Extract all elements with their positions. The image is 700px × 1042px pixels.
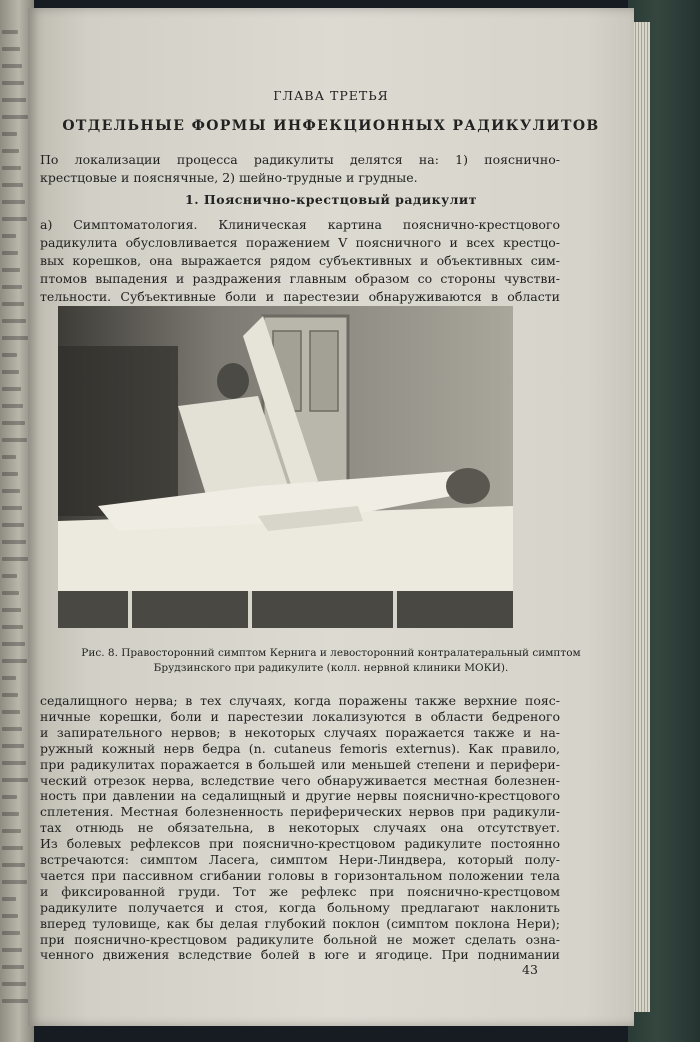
paragraph-b-line-15: вперед туловище, как бы делая глубокий поклон (симптом поклона Нери); bbox=[40, 915, 560, 931]
previous-page-text-mark bbox=[2, 642, 25, 646]
previous-page-text-mark bbox=[2, 948, 22, 952]
previous-page-text-mark bbox=[2, 251, 18, 255]
paragraph-b-line-13: и фиксированной груди. Тот же рефлекс при пояснично-крестцовом bbox=[40, 883, 560, 899]
previous-page-text-mark bbox=[2, 523, 24, 527]
previous-page-text-mark bbox=[2, 744, 24, 748]
previous-page-text-mark bbox=[2, 897, 16, 901]
previous-page-text-mark bbox=[2, 336, 28, 340]
paragraph-b-line-4: ружный кожный нерв бедра (n. cutaneus femoris externus). Как правило, bbox=[40, 740, 560, 756]
previous-page-text-mark bbox=[2, 489, 20, 493]
previous-page-text-mark bbox=[2, 47, 20, 51]
previous-page-text-mark bbox=[2, 370, 19, 374]
previous-page-text-mark bbox=[2, 608, 21, 612]
paragraph-a-line-1: а) Симптоматология. Клиническая картина пояснично-крестцового bbox=[40, 217, 560, 232]
previous-page-text-mark bbox=[2, 557, 28, 561]
previous-page-text-mark bbox=[2, 234, 16, 238]
previous-page-text-mark bbox=[2, 217, 27, 221]
page-number: 43 bbox=[522, 962, 538, 977]
previous-page-text-mark bbox=[2, 914, 18, 918]
paragraph-a-line-3: вых корешков, она выражается рядом субъективных и объективных сим- bbox=[40, 253, 560, 268]
paragraph-b-line-3: и запирательного нервов; в некоторых случаях поражается также и на- bbox=[40, 724, 560, 740]
paragraph-b-line-16: при пояснично-крестцовом радикулите больной не может сделать озна- bbox=[40, 931, 560, 947]
previous-page-text-mark bbox=[2, 268, 20, 272]
section-title: 1. Пояснично-крестцовый радикулит bbox=[185, 192, 477, 207]
previous-page-text-mark bbox=[2, 659, 27, 663]
paragraph-b-line-10: Из болевых рефлексов при пояснично-крестцовом радикулите постоянно bbox=[40, 836, 560, 852]
previous-page-text-mark bbox=[2, 64, 22, 68]
previous-page-text-mark bbox=[2, 829, 21, 833]
previous-page-text-mark bbox=[2, 438, 27, 442]
previous-page-text-mark bbox=[2, 846, 23, 850]
previous-page-text-mark bbox=[2, 200, 25, 204]
intro-line-1: По локализации процесса радикулиты делятся на: 1) пояснично- bbox=[40, 152, 560, 167]
previous-page-text-mark bbox=[2, 625, 23, 629]
paragraph-b-line-12: чается при пассивном сгибании головы в горизонтальном положении тела bbox=[40, 867, 560, 883]
paragraph-a-line-2: радикулита обусловливается поражением V поясничного и всех крестцо- bbox=[40, 235, 560, 250]
previous-page-text-mark bbox=[2, 353, 17, 357]
paragraph-a-line-4: птомов выпадения и раздражения главным образом со стороны чувстви- bbox=[40, 271, 560, 286]
previous-page-text-mark bbox=[2, 81, 24, 85]
previous-page-text-mark bbox=[2, 591, 19, 595]
previous-page-text-mark bbox=[2, 540, 26, 544]
chapter-heading: ГЛАВА ТРЕТЬЯ bbox=[273, 88, 389, 103]
paragraph-b-line-6: ческий отрезок нерва, вследствие чего обнаруживается местная болезнен- bbox=[40, 772, 560, 788]
previous-page-text-mark bbox=[2, 693, 18, 697]
figure-caption-line-2: Брудзинского при радикулите (колл. нервной клиники МОКИ). bbox=[153, 662, 509, 674]
paragraph-b-line-2: ничные корешки, боли и парестезии локализуются в области бедреного bbox=[40, 708, 560, 724]
intro-line-2: крестцовые и пояснячные, 2) шейно-трудные и грудные. bbox=[40, 170, 418, 185]
paragraph-b-line-9: тах отнюдь не обязательна, в некоторых случаях она отсутствует. bbox=[40, 820, 560, 836]
previous-page-text-mark bbox=[2, 455, 16, 459]
figure-caption-line-1: Рис. 8. Правосторонний симптом Кернига и левосторонний контралатеральный симптом bbox=[81, 647, 581, 659]
paragraph-b-line-1: седалищного нерва; в тех случаях, когда поражены также верхние пояс- bbox=[40, 693, 560, 708]
previous-page-text-mark bbox=[2, 965, 24, 969]
previous-page-text-mark bbox=[2, 778, 28, 782]
previous-page-text-mark bbox=[2, 115, 28, 119]
previous-page-text-mark bbox=[2, 30, 18, 34]
previous-page-text-mark bbox=[2, 404, 23, 408]
previous-page-text-mark bbox=[2, 863, 25, 867]
previous-page-text-mark bbox=[2, 132, 17, 136]
previous-page-text-mark bbox=[2, 506, 22, 510]
patient-examination-photo bbox=[58, 306, 513, 628]
figure-photo bbox=[58, 306, 513, 628]
figure-caption bbox=[28, 646, 634, 676]
previous-page-text-mark bbox=[2, 727, 22, 731]
previous-page-text-mark bbox=[2, 387, 21, 391]
previous-page-text-mark bbox=[2, 285, 22, 289]
previous-page-text-mark bbox=[2, 166, 21, 170]
previous-page-text-mark bbox=[2, 183, 23, 187]
previous-page-text-mark bbox=[2, 319, 26, 323]
paragraph-b-line-7: ность при давлении на седалищный и другие нервы пояснично-крестцового bbox=[40, 788, 560, 804]
paragraph-b-line-17: ченного движения вследствие болей в юге и ягодице. При поднимании bbox=[40, 947, 560, 963]
previous-page-text-mark bbox=[2, 574, 17, 578]
previous-page-text-mark bbox=[2, 812, 19, 816]
previous-page-text-mark bbox=[2, 421, 25, 425]
previous-page-text-mark bbox=[2, 472, 18, 476]
previous-page-text-mark bbox=[2, 149, 19, 153]
paragraph-a-line-5: тельности. Субъективные боли и парестезии обнаруживаются в области bbox=[40, 289, 560, 304]
previous-page-text-mark bbox=[2, 931, 20, 935]
book-page bbox=[28, 8, 634, 1026]
previous-page-text-mark bbox=[2, 999, 28, 1003]
previous-page-text-mark bbox=[2, 795, 17, 799]
paragraph-b-line-11: встречаются: симптом Ласега, симптом Нери-Линдвера, который полу- bbox=[40, 852, 560, 867]
previous-page-text-mark bbox=[2, 880, 27, 884]
previous-page-text-mark bbox=[2, 98, 26, 102]
paragraph-b-line-14: радикулите получается и стоя, когда больному предлагают наклонить bbox=[40, 899, 560, 915]
previous-page-text-mark bbox=[2, 710, 20, 714]
chapter-title: ОТДЕЛЬНЫЕ ФОРМЫ ИНФЕКЦИОННЫХ РАДИКУЛИТОВ bbox=[62, 118, 600, 134]
paragraph-b-line-8: сплетения. Местная болезненность периферических нервов при радикули- bbox=[40, 804, 560, 820]
paragraph-b-line-5: при радикулитах поражается в большей или меньшей степени и перифери- bbox=[40, 756, 560, 772]
previous-page-text-mark bbox=[2, 676, 16, 680]
previous-page-text-mark bbox=[2, 982, 26, 986]
previous-page-text-mark bbox=[2, 761, 26, 765]
previous-page-text-mark bbox=[2, 302, 24, 306]
